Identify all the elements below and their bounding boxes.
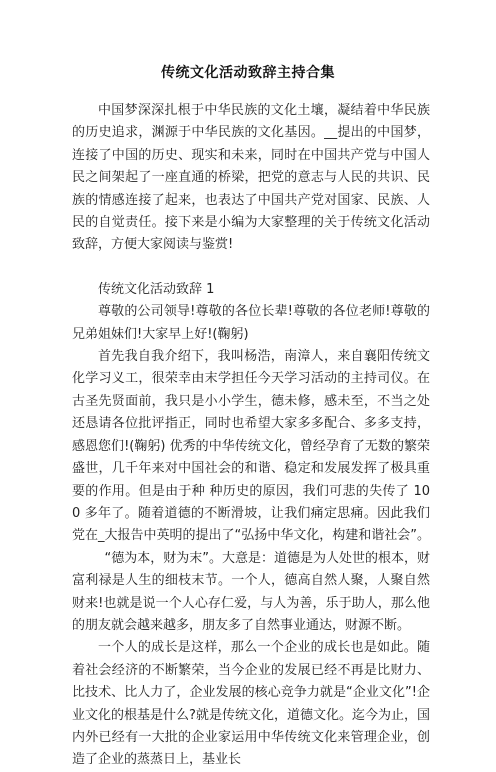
intro-paragraph: 中国梦深深扎根于中华民族的文化土壤，凝结着中华民族的历史追求，渊源于中华民族的文化基因。__提出的中国梦，连接了中国的历史、现实和未来，同时在中国共产党与中国人民之间架起了一座直通的桥梁，把党的意志与人民的共识、民族的情感连接了起来，也表达了中国共产党对国家、民族、人民的自觉责任。接下来是小编为大家整理的关于传统文化活动致辞，方便大家阅读与鉴赏! (72, 103, 430, 253)
section-heading: 传统文化活动致辞 1 (98, 281, 215, 297)
body-paragraph: 首先我自我介绍下，我叫杨浩，南漳人，来自襄阳传统文化学习义工，很荣幸由末学担任今天学习活动的主持司仪。在古圣先贤面前，我只是小小学生，德未修，感未至，不当之处还恳请各位批评指正，同时也希望大家多多配合、多多支持，感恩您们!(鞠躬) 优秀的中华传统文化，曾经孕育了无数的繁荣盛世，几千年来对中国社会的和谐、稳定和发展发挥了极具重要的作用。但是由于种 种历史的原因，我们可悲的失传了 100 多年了。随着道德的不断滑坡，让我们痛定思痛。因此我们党在_大报告中英明的提出了“弘扬中华文化，构建和谐社会”。 (72, 349, 430, 544)
body-paragraph: “德为本，财为末”。大意是：道德是为人处世的根本，财富利禄是人生的细枝末节。一个人，德高自然人聚，人聚自然财来!也就是说一个人心存仁爱，与人为善，乐于助人，那么他的朋友就会越来越多，朋友多了自然事业通达，财源不断。 (72, 550, 430, 633)
body-paragraph: 一个人的成长是这样，那么一个企业的成长也是如此。随着社会经济的不断繁荣，当今企业的发展已经不再是比财力、比技术、比人力了，企业发展的核心竞争力就是“企业文化”!企业文化的根基是什么?就是传统文化，道德文化。迄今为止，国内外已经有一大批的企业家运用中华传统文化来管理企业，创造了企业的蒸蒸日上，基业长 (72, 640, 430, 768)
document-title: 传统文化活动致辞主持合集 (161, 65, 335, 81)
salutation-paragraph: 尊敬的公司领导!尊敬的各位长辈!尊敬的各位老师!尊敬的兄弟姐妹们!大家早上好!(鞠躬) (72, 304, 430, 342)
document-body (72, 100, 430, 772)
